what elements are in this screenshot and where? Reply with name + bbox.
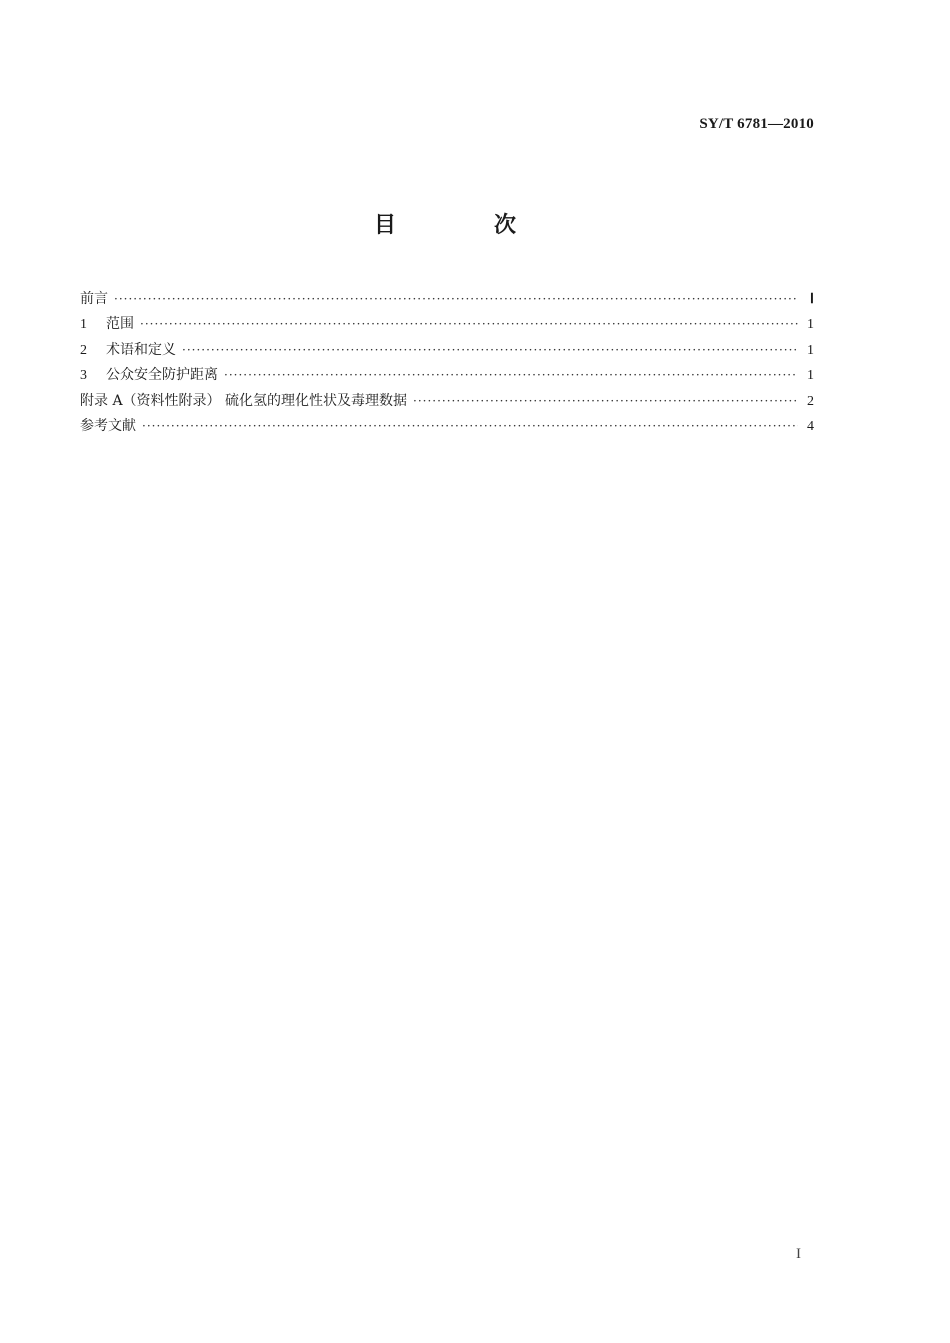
toc-entry-number: 3 bbox=[80, 368, 87, 384]
toc-entry-page: 1 bbox=[807, 368, 814, 384]
page-number: I bbox=[796, 1246, 801, 1262]
table-of-contents bbox=[80, 288, 814, 440]
toc-entry-scope[interactable] bbox=[80, 313, 814, 338]
toc-entry-label: 附录 A（资料性附录） 硫化氢的理化性状及毒理数据 bbox=[80, 392, 408, 409]
toc-leader-dots bbox=[182, 343, 798, 357]
toc-entry-page: 1 bbox=[807, 342, 814, 358]
standard-code: SY/T 6781—2010 bbox=[699, 116, 814, 132]
toc-entry-label: 公众安全防护距离 bbox=[106, 367, 218, 384]
toc-leader-dots bbox=[140, 317, 798, 331]
toc-entry-references[interactable] bbox=[80, 415, 814, 440]
toc-entry-foreword[interactable] bbox=[80, 288, 814, 313]
toc-leader-dots bbox=[142, 419, 798, 433]
toc-entry-label: 前言 bbox=[80, 291, 108, 307]
toc-title: 目 次 bbox=[373, 213, 554, 238]
toc-entry-terms[interactable] bbox=[80, 339, 814, 364]
toc-entry-appendix-a[interactable] bbox=[80, 390, 814, 415]
toc-entry-number: 2 bbox=[80, 342, 87, 358]
toc-entry-label: 范围 bbox=[106, 316, 134, 333]
toc-entry-page: 1 bbox=[807, 317, 814, 333]
toc-entry-page: 4 bbox=[807, 418, 814, 434]
toc-entry-label: 术语和定义 bbox=[106, 341, 176, 358]
toc-leader-dots bbox=[114, 292, 798, 306]
toc-entry-number: 1 bbox=[80, 317, 87, 333]
toc-entry-page: Ⅰ bbox=[809, 290, 814, 306]
toc-leader-dots bbox=[224, 368, 798, 382]
toc-entry-label: 参考文献 bbox=[80, 417, 136, 434]
toc-leader-dots bbox=[413, 394, 798, 408]
toc-entry-page: 2 bbox=[807, 393, 814, 409]
toc-entry-safety-distance[interactable] bbox=[80, 364, 814, 389]
